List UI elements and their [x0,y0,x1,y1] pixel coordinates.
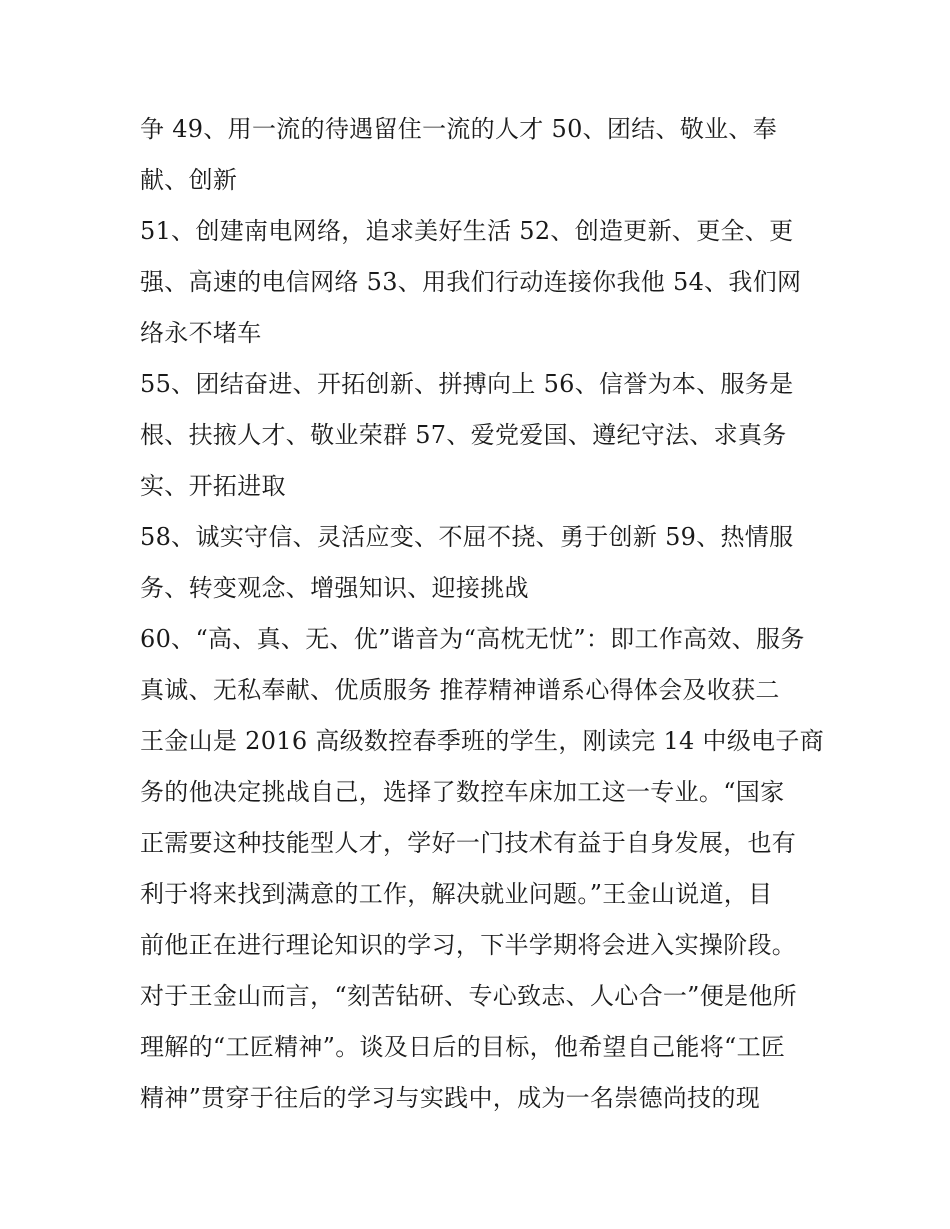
text-line: 献、创新 [140,166,238,194]
text-line: 络永不堵车 [140,319,262,347]
text-line: 精神”贯穿于往后的学习与实践中，成为一名崇德尚技的现 [140,1084,761,1112]
text-line: 60、“高、真、无、优”谐音为“高枕无忧”：即工作高效、服务 [140,625,805,653]
text-line: 务的他决定挑战自己，选择了数控车床加工这一专业。“国家 [140,778,785,806]
text-line: 58、诚实守信、灵活应变、不屈不挠、勇于创新 59、热情服 [140,523,794,551]
document-body [140,104,840,1124]
text-line: 前他正在进行理论知识的学习，下半学期将会进入实操阶段。 [140,931,797,959]
text-line: 51、创建南电网络，追求美好生活 52、创造更新、更全、更 [140,217,794,245]
text-line: 争 49、用一流的待遇留住一流的人才 50、团结、敬业、奉 [140,115,778,143]
text-line: 实、开拓进取 [140,472,286,500]
text-line: 务、转变观念、增强知识、迎接挑战 [140,574,529,602]
text-line: 理解的“工匠精神”。谈及日后的目标，他希望自己能将“工匠 [140,1033,786,1061]
text-line: 正需要这种技能型人才，学好一门技术有益于自身发展，也有 [140,829,797,857]
text-line: 王金山是 2016 高级数控春季班的学生，刚读完 14 中级电子商 [140,727,825,755]
text-line: 真诚、无私奉献、优质服务 推荐精神谱系心得体会及收获二 [140,676,780,704]
text-line: 对于王金山而言，“刻苦钻研、专心致志、人心合一”便是他所 [140,982,797,1010]
text-line: 根、扶掖人才、敬业荣群 57、爱党爱国、遵纪守法、求真务 [140,421,787,449]
text-line: 利于将来找到满意的工作，解决就业问题。”王金山说道，目 [140,880,773,908]
text-line: 55、团结奋进、开拓创新、拼搏向上 56、信誉为本、服务是 [140,370,794,398]
text-line: 强、高速的电信网络 53、用我们行动连接你我他 54、我们网 [140,268,802,296]
